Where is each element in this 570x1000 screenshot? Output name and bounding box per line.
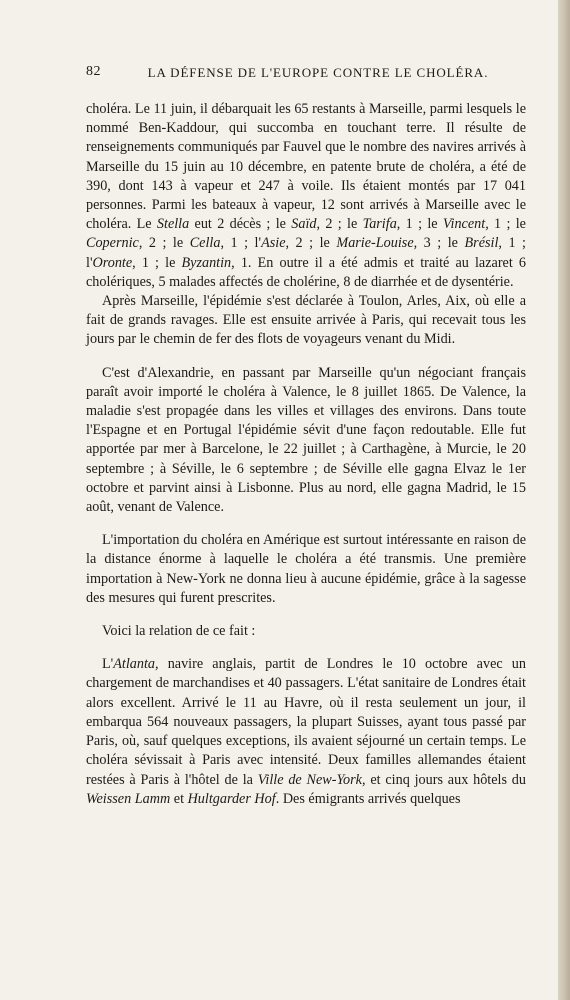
text-run: choléra. Le 11 juin, il débarquait les 65 restants à Marseille, parmi lesquels le nommé Ben-Kaddour, qui succomba en touchant terre. Il résulte de renseignements communiqués par Fauvel que le nombre des navires arrivés à Marseille du 15 juin au 10 décembre, en patente brute de choléra, a été de 390, dont 143 à vapeur et 247 à voile. Ils étaient montés par 17 041 personnes. Parmi les bateaux à vapeur, 12 sont arrivés à Marseille avec le choléra. Le [86,101,526,233]
text-run: et [170,790,188,807]
italic-text: Saïd [291,216,317,233]
text-run: , 3 ; le [413,235,465,252]
body-text [86,100,526,809]
text-run: eut 2 décès ; le [189,216,292,233]
italic-text: Asie [261,235,286,252]
paragraph [86,622,526,641]
text-run: , 1 ; le [485,216,526,233]
italic-text: Stella [156,216,190,233]
italic-text: Brésil [464,235,499,252]
paragraph [86,655,526,809]
text-run: , 2 ; le [316,216,363,233]
paragraph [86,364,526,518]
italic-text: Weissen Lamm [86,790,171,807]
text-run: , navire anglais, partit de Londres le 10 octobre avec un chargement de marchandises et 40 passagers. L'état sanitaire de Londres était alors excellent. Arrivé le 11 au Havre, où il resta seulement un jour, il embarqua 564 nouveaux passagers, la plupart Suisses, ayant tous passé par Paris, où, sauf quelques exceptions, ils avaient séjourné un certain temps. Le choléra sévissait à Paris avec intensité. Deux familles allemandes étaient restées à Paris à l'hôtel de la [86,656,526,788]
italic-text: Marie-Louise [336,235,414,252]
text-run: Voici la relation de ce fait : [102,623,256,640]
text-run: Après Marseille, l'épidémie s'est déclarée à Toulon, Arles, Aix, où elle a fait de grands ravages. Elle est ensuite arrivée à Paris, qui recevait tous les jours par le chemin de fer des flots de voyageurs venant du Midi. [86,293,526,348]
italic-text: Hultgarder Hof [187,790,276,807]
paragraph [86,531,526,608]
paragraph [86,100,526,292]
italic-text: Oronte [92,254,133,271]
text-run: C'est d'Alexandrie, en passant par Marseille qu'un négociant français paraît avoir importé le choléra à Valence, le 8 juillet 1865. De Valence, la maladie s'est propagée dans les villes et villages des environs. Dans toute l'Espagne et en Portugal l'épidémie sévit d'une façon redoutable. Elle fut apportée par mer à Barcelone, le 22 juillet ; à Carthagène, à Murcie, le 20 septembre ; à Séville, le 6 septembre ; de Séville elle gagna Elvaz le 1er octobre et parvint ainsi à Lisbonne. Plus au nord, elle gagna Madrid, le 15 août, venant de Valence. [86,364,526,516]
text-run: , 1 ; le [132,254,182,271]
text-run: , 1 ; l' [86,235,526,271]
text-run: . Des émigrants arrivés quelques [275,790,461,807]
italic-text: Vincent [442,216,486,233]
italic-text: Byzantin [181,254,232,271]
italic-text: Tarifa [362,216,397,233]
text-run: , 1 ; l' [220,235,262,252]
running-title: LA DÉFENSE DE L'EUROPE CONTRE LE CHOLÉRA. [147,65,489,80]
text-run: L' [102,656,114,673]
text-run: , et cinq jours aux hôtels du [361,771,526,788]
text-run: , 2 ; le [138,235,190,252]
italic-text: Atlanta [113,656,156,673]
page-header [86,64,526,88]
text-run: L'importation du choléra en Amérique est surtout intéressante en raison de la distance énorme à laquelle le choléra a été transmis. Une première importation à New-York ne donna lieu à aucune épidémie, grâce à la sagesse des mesures qui furent prescrites. [86,532,526,606]
text-run: , 1 ; le [396,216,443,233]
italic-text: Copernic [86,235,139,252]
text-run: , 2 ; le [285,235,337,252]
italic-text: Cella [189,235,221,252]
paragraph [86,292,526,350]
text-run: , 1. En outre il a été admis et traité au lazaret 6 cholériques, 5 malades affectés de cholérine, 8 de diarrhée et de dysentérie. [86,254,527,290]
page-number: 82 [86,64,101,79]
italic-text: Ville de New-York [257,771,362,788]
page-edge [558,0,570,1000]
